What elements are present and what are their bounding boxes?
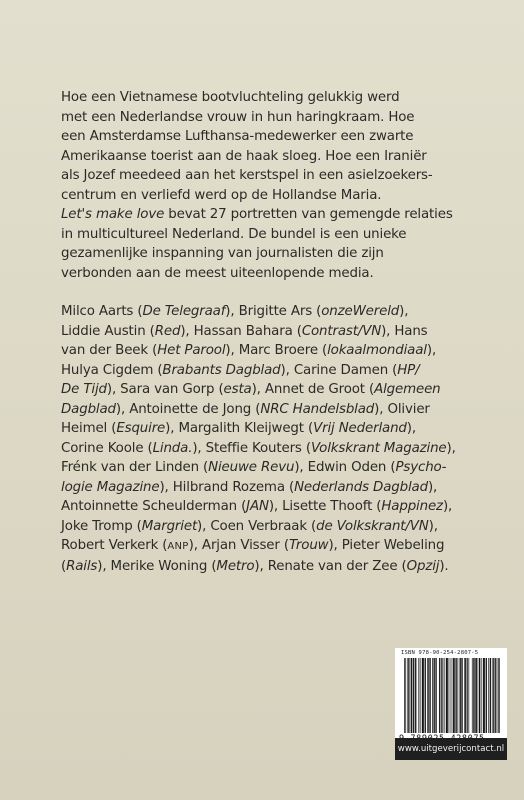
contributor-line bbox=[61, 419, 486, 439]
contributor-line bbox=[61, 322, 486, 342]
barcode-bar bbox=[423, 658, 424, 733]
barcode-bar bbox=[465, 658, 466, 733]
contributor-name: van der Beek ( bbox=[61, 343, 158, 358]
barcode-bar bbox=[446, 658, 447, 733]
punctuation: ), bbox=[426, 343, 437, 358]
media-name: esta bbox=[223, 382, 252, 397]
barcode-bar bbox=[451, 658, 452, 733]
media-name: Rails bbox=[66, 558, 98, 574]
barcode-bar bbox=[486, 658, 487, 733]
barcode-bar bbox=[497, 658, 498, 733]
blurb-line: gezamenlijke inspanning van journalisten die zijn bbox=[61, 246, 384, 261]
blurb bbox=[61, 88, 486, 283]
contributor-name: ), Edwin Oden ( bbox=[294, 460, 396, 475]
barcode-bar bbox=[404, 658, 405, 733]
contributor-name: Heimel ( bbox=[61, 421, 117, 436]
barcode-bar bbox=[455, 658, 456, 733]
barcode-bar bbox=[472, 658, 473, 733]
contributor-name: ), Arjan Visser ( bbox=[188, 538, 289, 553]
contributor-name: ), Hassan Bahara ( bbox=[180, 323, 302, 339]
media-name: Metro bbox=[216, 558, 255, 574]
barcode-bar bbox=[413, 658, 414, 733]
barcode-bar bbox=[408, 658, 409, 733]
barcode-bar bbox=[454, 658, 455, 733]
media-name: Esquire bbox=[116, 421, 166, 436]
blurb-line: verbonden aan de meest uiteenlopende media. bbox=[61, 265, 374, 281]
barcode-bar bbox=[490, 658, 491, 733]
barcode-bar bbox=[447, 658, 448, 733]
media-name: Happinez bbox=[381, 499, 443, 514]
book-title: Let's make love bbox=[61, 207, 165, 222]
barcode-bar bbox=[462, 658, 463, 733]
barcode-bar bbox=[461, 658, 462, 733]
barcode-bar bbox=[430, 658, 431, 733]
barcode-bar bbox=[440, 658, 441, 733]
barcode-bar bbox=[435, 658, 436, 733]
barcode-bar bbox=[473, 658, 474, 733]
contributor-list bbox=[61, 302, 486, 576]
blurb-line bbox=[61, 205, 486, 225]
barcode-bar bbox=[414, 658, 415, 733]
contributor-name: ), Lisette Thooft ( bbox=[268, 499, 382, 514]
barcode-bar bbox=[425, 658, 426, 733]
barcode-bar bbox=[453, 658, 454, 733]
barcode-bar bbox=[442, 658, 443, 733]
contributor-line bbox=[61, 400, 486, 420]
barcode-bar bbox=[490, 658, 491, 733]
media-name: JAN bbox=[246, 499, 269, 514]
barcode-bar bbox=[495, 658, 496, 733]
contributor-name: Antoinnette Scheulderman ( bbox=[61, 499, 247, 514]
barcode-bar bbox=[441, 658, 442, 733]
media-name: Opzij bbox=[406, 558, 440, 574]
punctuation: ), bbox=[427, 479, 438, 495]
barcode-bar bbox=[436, 658, 437, 733]
media-name: logie Magazine bbox=[61, 479, 160, 495]
barcode-bar bbox=[481, 658, 482, 733]
barcode-bar bbox=[425, 658, 426, 733]
barcode-bar bbox=[434, 658, 435, 733]
barcode-bar bbox=[415, 658, 416, 733]
barcode-bar bbox=[484, 658, 485, 733]
media-name: de Volkskrant/VN bbox=[316, 518, 429, 534]
media-name: De Tijd bbox=[61, 382, 107, 397]
contributor-name: ), Antoinette de Jong ( bbox=[115, 401, 261, 417]
barcode-bar bbox=[460, 658, 461, 733]
contributor-name: ), Marc Broere ( bbox=[225, 343, 328, 358]
barcode-bar bbox=[484, 658, 485, 733]
media-name: Psycho- bbox=[395, 460, 447, 475]
barcode-bar bbox=[407, 658, 408, 733]
contributor-name: ), Pieter Webeling bbox=[328, 538, 445, 553]
contributor-line bbox=[61, 302, 486, 322]
media-name: Nederlands Dagblad bbox=[294, 479, 428, 495]
punctuation: ), bbox=[406, 421, 416, 436]
barcode-bar bbox=[449, 658, 450, 733]
contributor-name: ), Renate van der Zee ( bbox=[254, 558, 407, 574]
barcode-bar bbox=[439, 658, 440, 733]
media-name: Nieuwe Revu bbox=[208, 460, 295, 475]
media-name: Volkskrant Magazine bbox=[310, 440, 447, 456]
barcode-bar bbox=[493, 658, 494, 733]
punctuation: ). bbox=[439, 558, 449, 574]
barcode-bar bbox=[477, 658, 478, 733]
barcode-bar bbox=[447, 658, 448, 733]
blurb-line: in multicultureel Nederland. De bundel is een unieke bbox=[61, 226, 407, 242]
contributor-line bbox=[61, 341, 486, 361]
contributor-name: ), Margalith Kleijwegt ( bbox=[165, 421, 314, 436]
barcode-bar bbox=[488, 658, 489, 733]
media-name: HP/ bbox=[397, 362, 420, 378]
media-name: Contrast/VN bbox=[301, 323, 382, 339]
barcode-bar bbox=[486, 658, 487, 733]
media-name: Brabants Dagblad bbox=[162, 362, 281, 378]
media-name: Margriet bbox=[141, 518, 198, 534]
contributor-line bbox=[61, 497, 486, 517]
contributor-line bbox=[61, 478, 486, 498]
barcode-bar bbox=[422, 658, 423, 733]
contributor-line bbox=[61, 361, 486, 381]
barcode-bar bbox=[429, 658, 430, 733]
contributor-line bbox=[61, 439, 486, 459]
contributor-line bbox=[61, 517, 486, 537]
contributor-name: ), Sara van Gorp ( bbox=[106, 382, 224, 397]
contributor-name: Corine Koole ( bbox=[61, 440, 153, 456]
media-name: Trouw bbox=[288, 538, 329, 553]
blurb-line: centrum en verliefd werd op de Hollandse Maria. bbox=[61, 187, 382, 203]
media-name: lokaalmondiaal bbox=[327, 343, 427, 358]
barcode-bar bbox=[474, 658, 475, 733]
barcode-bar bbox=[453, 658, 454, 733]
barcode-bar bbox=[420, 658, 421, 733]
blurb-line: met een Nederlandse vrouw in hun haringkraam. Hoe bbox=[61, 109, 415, 125]
barcode-bar bbox=[423, 658, 424, 733]
barcode-bar bbox=[492, 658, 493, 733]
barcode-bar bbox=[460, 658, 461, 733]
punctuation: ), bbox=[442, 499, 453, 514]
contributor-name: ), Hans bbox=[381, 323, 428, 339]
barcode-bar bbox=[418, 658, 419, 733]
barcode-bar bbox=[427, 658, 428, 733]
blurb-line: Amerikaanse toerist aan de haak sloeg. Hoe een Iraniër bbox=[61, 148, 427, 164]
contributor-line bbox=[61, 536, 486, 557]
contributor-name: ), Carine Damen ( bbox=[280, 362, 398, 378]
media-name: De Telegraaf bbox=[142, 304, 226, 319]
punctuation: ), bbox=[446, 440, 456, 456]
contributor-name: ), Brigitte Ars ( bbox=[225, 304, 322, 319]
publisher-url[interactable]: www.uitgeverijcontact.nl bbox=[395, 738, 507, 760]
barcode-bar bbox=[412, 658, 413, 733]
contributor-line bbox=[61, 380, 486, 400]
media-name: Algemeen bbox=[374, 382, 441, 397]
punctuation: ( bbox=[61, 558, 67, 574]
barcode-bar bbox=[475, 658, 476, 733]
media-name: Linda. bbox=[152, 440, 193, 456]
barcode-bar bbox=[467, 658, 468, 733]
barcode-bar bbox=[483, 658, 484, 733]
barcode-bar bbox=[479, 658, 480, 733]
barcode-bar bbox=[495, 658, 496, 733]
barcode-bar bbox=[433, 658, 434, 733]
back-cover-text bbox=[61, 88, 486, 576]
contributor-name: Hulya Cigdem ( bbox=[61, 362, 163, 378]
barcode-bar bbox=[468, 658, 469, 733]
contributor-name: Liddie Austin ( bbox=[61, 323, 155, 339]
isbn-number: ISBN 978-90-254-2807-5 bbox=[401, 650, 479, 656]
barcode-bar bbox=[428, 658, 429, 733]
contributor-name: Joke Tromp ( bbox=[61, 518, 142, 534]
barcode-bar bbox=[499, 658, 500, 733]
barcode-bar bbox=[411, 658, 412, 733]
barcode-bar bbox=[464, 658, 465, 733]
barcode-bar bbox=[409, 658, 410, 733]
blurb-line: een Amsterdamse Lufthansa-medewerker een zwarte bbox=[61, 129, 414, 144]
contributor-name: Frénk van der Linden ( bbox=[61, 460, 209, 475]
blurb-line: als Jozef meedeed aan het kerstspel in een asielzoekers- bbox=[61, 168, 433, 183]
barcode-bar bbox=[476, 658, 477, 733]
barcode-bar bbox=[432, 658, 433, 733]
media-name: Dagblad bbox=[61, 401, 116, 417]
contributor-line bbox=[61, 458, 486, 478]
media-name: onzeWereld bbox=[321, 304, 400, 319]
media-name: NRC Handelsblad bbox=[260, 401, 375, 417]
contributor-name: Milco Aarts ( bbox=[61, 304, 143, 319]
media-name: ANP bbox=[167, 541, 189, 552]
contributor-name: Robert Verkerk ( bbox=[61, 538, 168, 553]
barcode-bar bbox=[444, 658, 445, 733]
contributor-line bbox=[61, 557, 486, 577]
barcode-bar bbox=[456, 658, 457, 733]
barcode-bar bbox=[479, 658, 480, 733]
blurb-line: Hoe een Vietnamese bootvluchteling gelukkig werd bbox=[61, 90, 400, 105]
contributor-name: ), Steffie Kouters ( bbox=[192, 440, 311, 456]
barcode-bars bbox=[404, 658, 500, 733]
punctuation: ), bbox=[399, 304, 409, 319]
barcode-bar bbox=[457, 658, 458, 733]
barcode-bar bbox=[416, 658, 417, 733]
contributor-name: ), Olivier bbox=[374, 401, 430, 417]
media-name: Vrij Nederland bbox=[313, 421, 407, 436]
contributor-name: ), Hilbrand Rozema ( bbox=[159, 479, 295, 495]
contributor-name: ), Annet de Groot ( bbox=[251, 382, 375, 397]
media-name: Red bbox=[154, 323, 181, 339]
barcode-bar bbox=[466, 658, 467, 733]
blurb-text: bevat 27 portretten van gemengde relaties bbox=[164, 207, 453, 222]
media-name: Het Parool bbox=[157, 343, 226, 358]
barcode-bar bbox=[498, 658, 499, 733]
contributor-name: ), Coen Verbraak ( bbox=[197, 518, 317, 534]
contributor-name: ), Merike Woning ( bbox=[97, 558, 217, 574]
punctuation: ), bbox=[428, 518, 438, 534]
barcode-bar bbox=[405, 658, 406, 733]
